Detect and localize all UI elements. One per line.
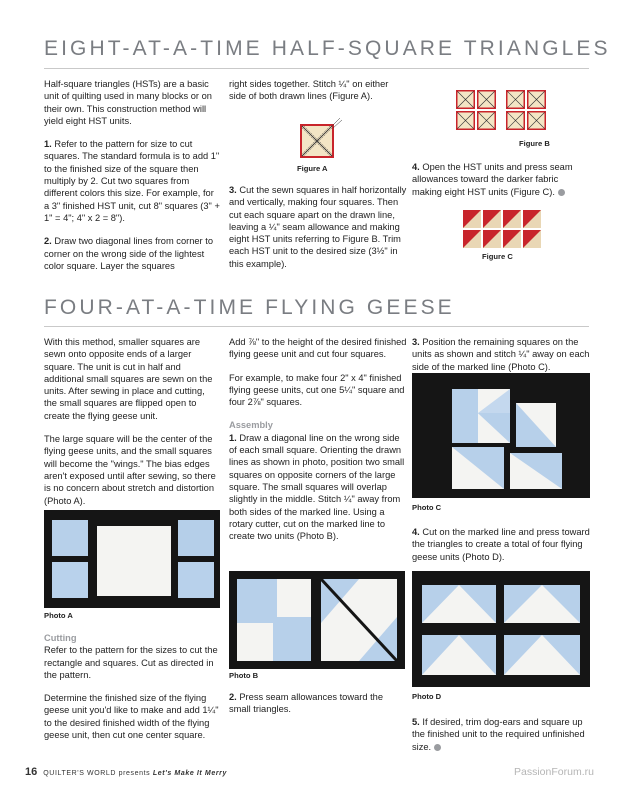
- fg-column-3c: [412, 716, 590, 764]
- page-footer: [25, 766, 227, 778]
- cutting-subheading: Cutting: [44, 633, 77, 643]
- photo-a-caption: Photo A: [44, 611, 73, 620]
- section-title-flying-geese: FOUR-AT-A-TIME FLYING GEESE: [44, 296, 455, 319]
- hst-step-3: 3. Cut the sewn squares in half horizontally and vertically, making four squares. Then cut each square apart on the drawn line, leaving a ¼" seam allowance and making eight HST units referring to Figure B. Trim each HST unit to the desired size (3½" in this example).: [229, 185, 407, 269]
- fg-intro: With this method, smaller squares are sewn onto opposite ends of a larger square. The unit is cut in half and additional small squares are sewn on the units. After sewing in place and cutting, the small squares are flipped open to create the flying geese unit.: [44, 337, 213, 421]
- end-mark-icon: [434, 744, 441, 751]
- publication-name: QUILTER'S WORLD presents: [43, 770, 151, 777]
- figure-a-caption: Figure A: [297, 164, 328, 173]
- fg-step-3: 3. Position the remaining squares on the units as shown and stitch ¼" away on each side of the marked line (Photo C).: [412, 337, 590, 372]
- hst-column-2: [229, 78, 407, 114]
- fg-step-5: 5. If desired, trim dog-ears and square up the finished unit to the required unfinished size.: [412, 717, 585, 752]
- section-rule: [44, 326, 589, 327]
- end-mark-icon: [558, 189, 565, 196]
- fg-column-1b: [44, 632, 220, 752]
- cutting-text: Refer to the pattern for the sizes to cut the rectangle and squares. Cut as directed in the pattern.: [44, 645, 218, 680]
- hst-step-2-cont: right sides together. Stitch ¼" on either side of both drawn lines (Figure A).: [229, 79, 389, 102]
- hst-column-3: [412, 161, 590, 209]
- photo-a: [44, 510, 220, 608]
- section-title-hst: EIGHT-AT-A-TIME HALF-SQUARE TRIANGLES: [44, 37, 611, 60]
- fg-column-1: [44, 336, 220, 518]
- fg-intro-2: The large square will be the center of the flying geese units, and the small squares will become the "wings." The bias edges aren't exposed until after sewing, so there is no concern about stretch and distortion (Photo A).: [44, 434, 216, 506]
- photo-c: [412, 373, 590, 498]
- figure-a-diagram: [297, 116, 347, 166]
- section-rule: [44, 68, 589, 69]
- figure-c-diagram: [463, 210, 543, 250]
- photo-d: [412, 571, 590, 687]
- hst-column-1: [44, 78, 220, 283]
- fg-column-3b: [412, 526, 590, 574]
- hst-step-4: 4. Open the HST units and press seam allowances toward the darker fabric making eight HST units (Figure C).: [412, 162, 573, 197]
- photo-c-caption: Photo C: [412, 503, 442, 512]
- fg-cut-size: Determine the finished size of the flying geese unit you'd like to make and add 1¼" to the desired finished width of the flying geese unit, then cut one center square.: [44, 693, 219, 741]
- issue-title: Let's Make It Merry: [152, 770, 227, 777]
- figure-b-diagram: [452, 86, 552, 136]
- fg-column-2: [229, 336, 407, 553]
- page-number: 16: [25, 766, 38, 778]
- watermark: PassionForum.ru: [514, 766, 594, 778]
- hst-step-2: 2. Draw two diagonal lines from corner to corner on the wrong side of the lightest color square. Layer the squares: [44, 236, 213, 271]
- hst-intro: Half-square triangles (HSTs) are a basic unit of quilting used in many blocks or on their own. This construction method will yield eight HST units.: [44, 79, 212, 126]
- hst-column-2b: [229, 184, 407, 281]
- fg-step-4: 4. Cut on the marked line and press toward the triangles to create a total of four flying geese units (Photo D).: [412, 527, 590, 562]
- fg-column-2b: [229, 691, 407, 727]
- fg-step-2: 2. Press seam allowances toward the small triangles.: [229, 692, 384, 715]
- photo-b-caption: Photo B: [229, 671, 259, 680]
- fg-step-1: 1. Draw a diagonal line on the wrong side of each small square. Orienting the drawn lines as shown in photo, position two small squares on opposite corners of the large square. The small squares will overlap slightly in the middle. Stitch ¼" away from both sides of the marked line. Using a rotary cutter, cut on the marked line to create two units (Photo B).: [229, 432, 405, 542]
- fg-example-text: For example, to make four 2" x 4" finished flying geese units, cut one 5¼" square and four 2⅞" squares.: [229, 372, 405, 408]
- photo-b: [229, 571, 405, 669]
- photo-d-caption: Photo D: [412, 692, 442, 701]
- hst-step-1: 1. Refer to the pattern for size to cut squares. The standard formula is to add 1" to the finished size of the square then multiply by 2. Cut two squares from different colors this size. For example, for a 3" finished HST unit, cut 8" squares (3" + 1" = 4"; 4" x 2 = 8").: [44, 139, 220, 223]
- fg-height-text: Add ⅞" to the height of the desired finished flying geese unit and cut four squares.: [229, 337, 407, 360]
- figure-c-caption: Figure C: [482, 252, 513, 261]
- assembly-subheading: Assembly: [229, 420, 273, 431]
- figure-b-caption: Figure B: [519, 139, 550, 148]
